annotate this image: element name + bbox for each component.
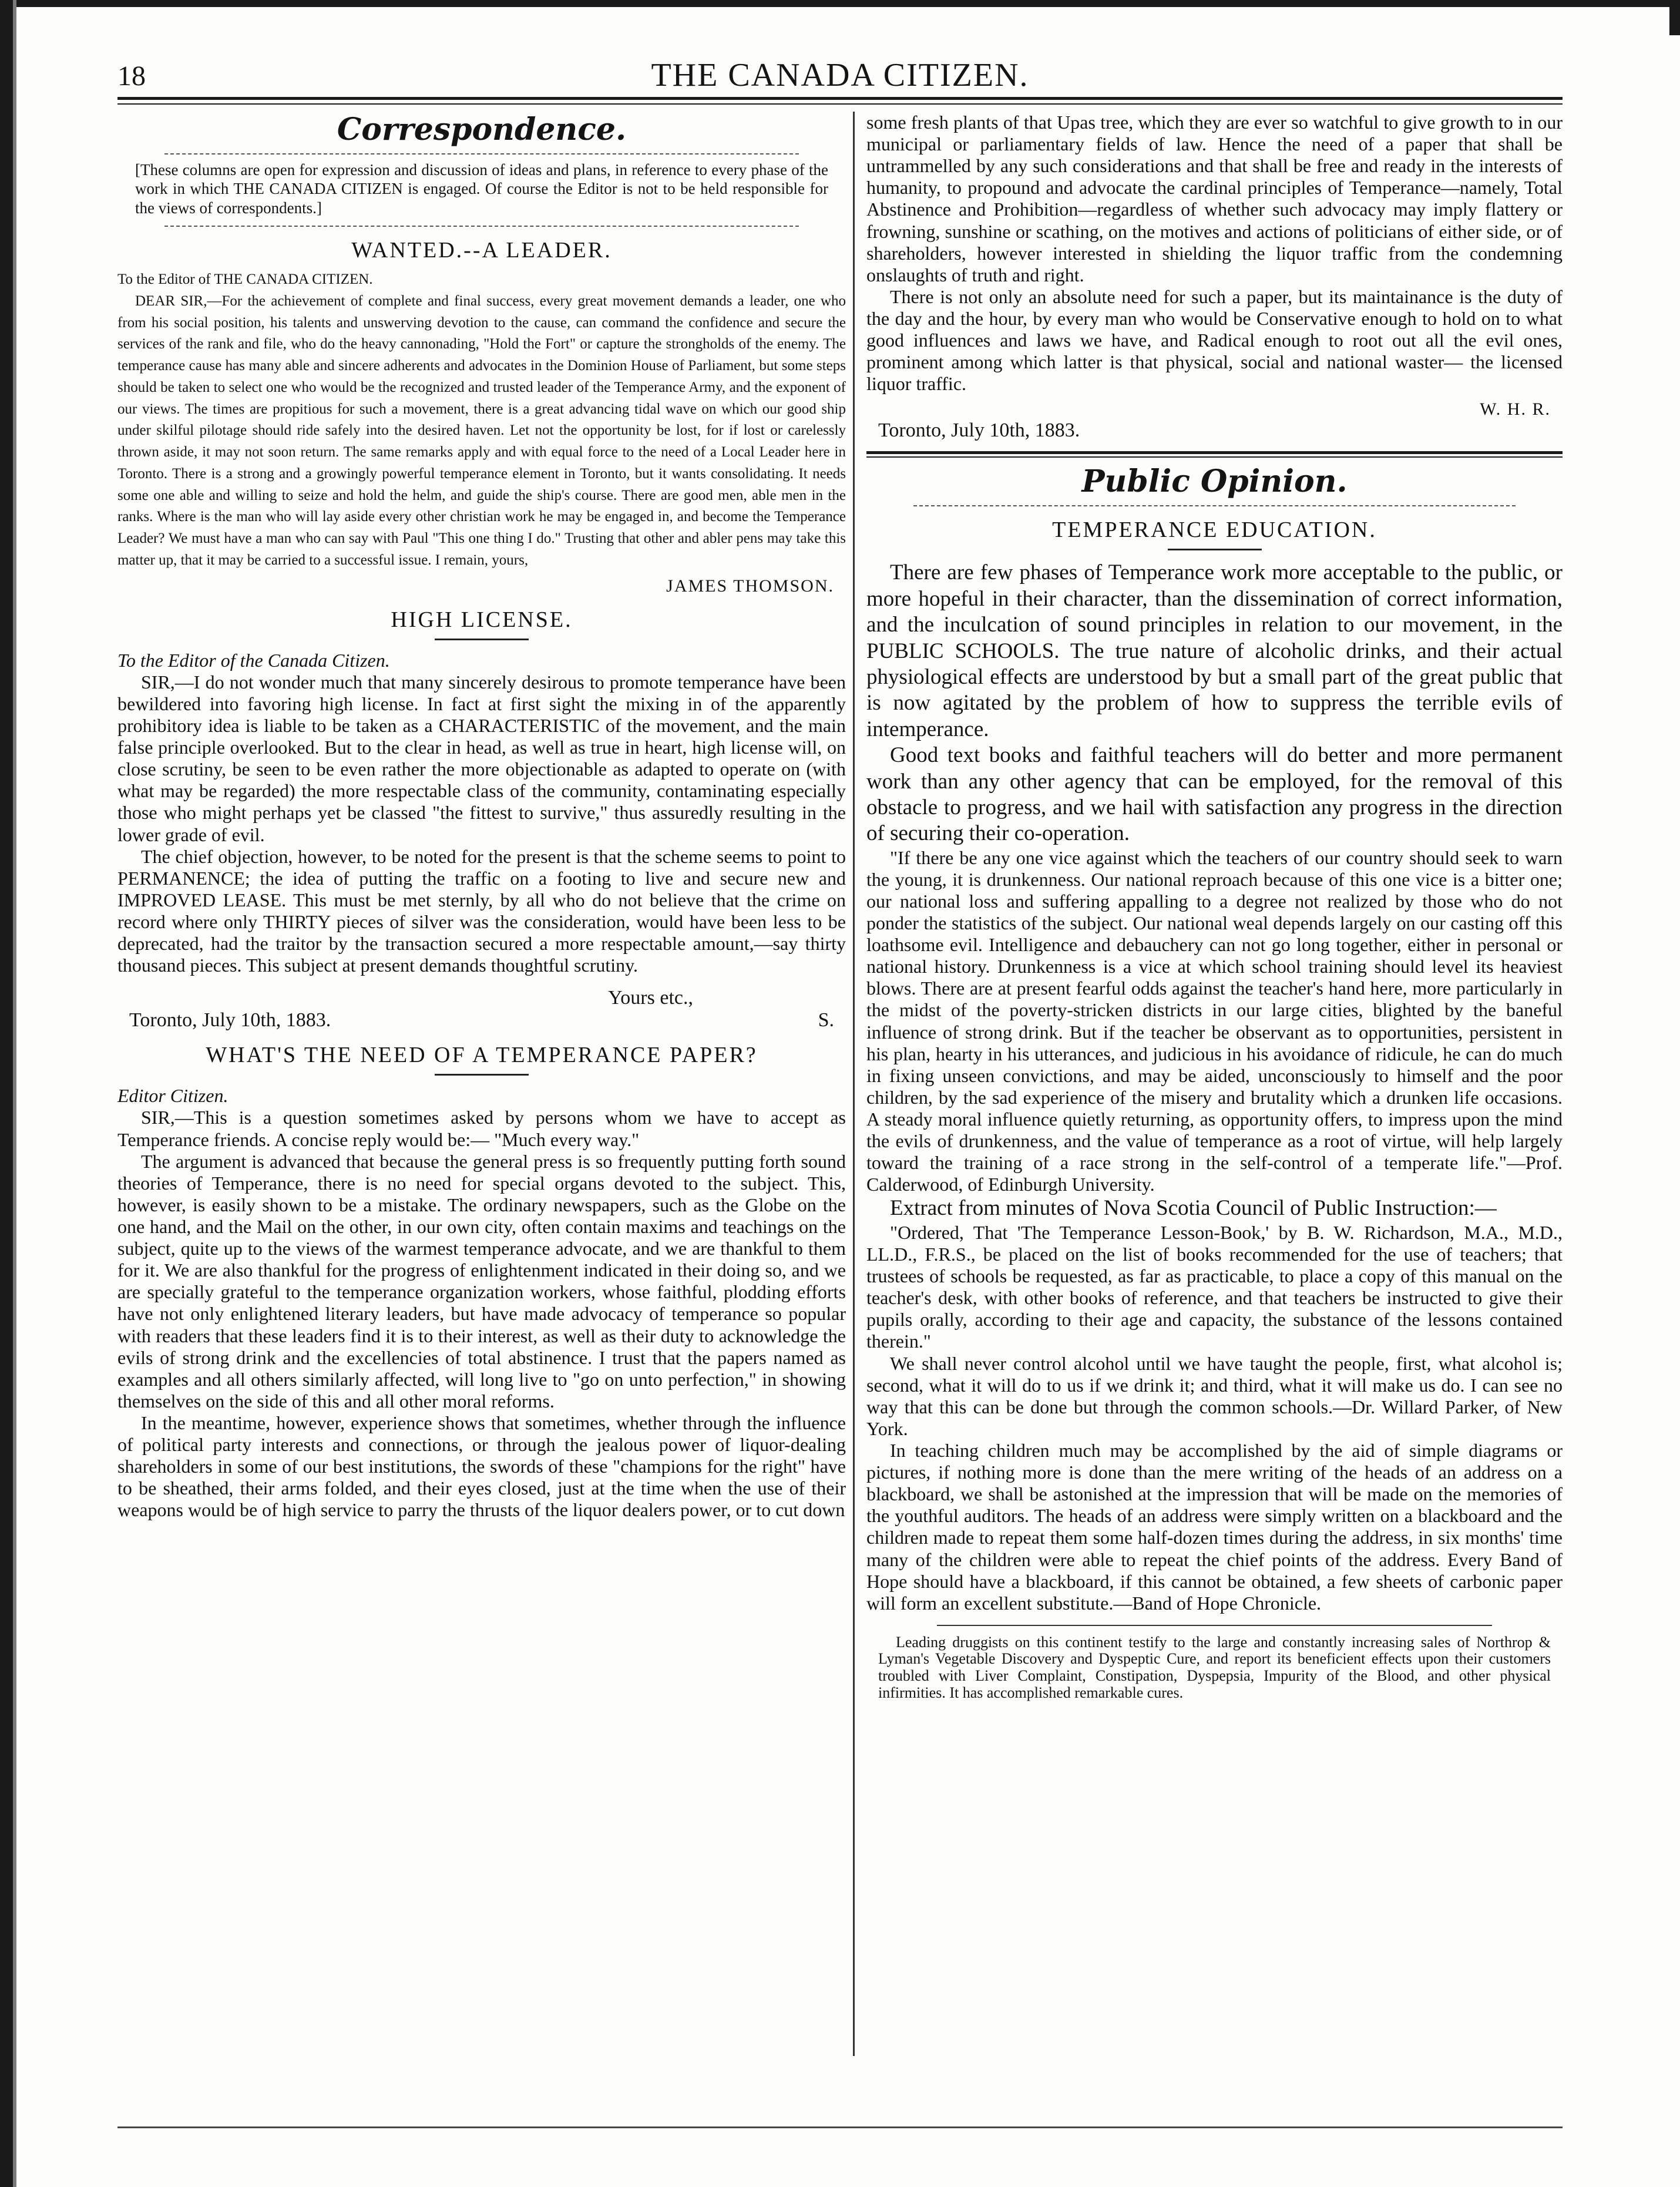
column-divider [853,112,855,2056]
article-paragraph: We shall never control alcohol until we have taught the people, first, what alcohol is; second, what it will do to us if we drink it; and third, what it will make us do. I can see no way that this can be done but through the common schools.—Dr. Willard Parker, of New York. [866,1352,1563,1439]
article-paragraph: SIR,—I do not wonder much that many sincerely desirous to promote temperance have been bewildered into favoring high license. In fact at first sight the mixing in of the apparently prohibitory idea is liable to be taken as a CHARACTERISTIC of the movement, and the main false principle overlooked. But to the clear in head, as well as true in heart, high license will, on close scrutiny, be seen to be even rather the more objectionable as adapted to operate on (with what may be regarded) the more respectable class of the community, contaminating especially those who might perhaps yet be classed "the fittest to survive," thus assuredly resulting in the lower grade of evil. [117,671,846,845]
section-rule-thin [866,456,1563,458]
section-rule [866,451,1563,454]
masthead: THE CANADA CITIZEN. [651,57,1029,93]
editor-note: [These columns are open for expression and discussion of ideas and plans, in reference to every phase of the work in which THE CANADA CITIZEN is engaged. Of course the Editor is not to be held responsible for the views of correspondents.] [135,161,828,217]
dash-rule [913,505,1516,506]
article-quote: "If there be any one vice against which the teachers of our country should seek to warn the young, it is drunkenness. Our national reproach because of this one vice is a bitter one; our national loss and suffering appalling to a degree not realized by those who do not ponder the statistics of the subject. Our national weal depends largely on our casting off this loathsome evil. Intelligence and debauchery can not go long together, either in personal or national history. Drunkenness is a vice at which school training should level its heaviest blows. There are at present fearful odds against the teacher's hand here, more particularly in the midst of the poverty-stricken districts in our large cities, blighted by the baneful influence of strong drink. But if the teacher be observant as to opportunities, persistent in his plan, hearty in his utterances, and judicious in his avoidance of ridicule, he can do much in fixing unseen convictions, and may be aided, unconsciously to himself and the poor children, by the sad experience of the misery and brutality which a drunken life occasions. A steady moral influence quietly returning, as opportunity offers, to impress upon the mind the evils of drunkenness, and the value of temperance as a root of virtue, will help largely toward the training of a race strong in the self-control of a temperate life."—Prof. Calderwood, of Edinburgh University. [866,846,1563,1195]
place-date: Toronto, July 10th, 1883. [878,419,1080,442]
scan-edge-left-shadow [13,0,16,2187]
article-paragraph: In the meantime, however, experience shows that sometimes, whether through the influence of political party interests and connections, or through the jealous power of liquor-dealing shareholders in some of our best institutions, the swords of these "champions for the right" have to be sheathed, their arms folded, and their eyes closed, just at the time when the use of their weapons would be of high service to parry the thrusts of the liquor dealers power, or to cut down [117,1412,846,1521]
scan-edge-top [0,0,1680,7]
article-title-temperance-education: TEMPERANCE EDUCATION. [1052,518,1377,543]
signoff-line [878,419,1551,442]
article-paragraph: There are few phases of Temperance work more acceptable to the public, or more hopeful in their character, than the dissemination of correct information, and the inculcation of sound principles in relation to our movement, in the PUBLIC SCHOOLS. The true nature of alcoholic drinks, and their actual physiological effects are understood by but a small part of the great public that is now agitated by the problem of how to suppress the terrible evils of intemperance. [866,560,1563,741]
article-paragraph: The chief objection, however, to be noted for the present is that the scheme seems to point to PERMANENCE; the idea of putting the traffic on a footing to live and secure new and IMPROVED LEASE. This must be met sternly, by all who do not believe that the crime on record where only THIRTY pieces of silver was the consideration, would have been less to be deprecated, had the traitor by the transaction secured a more respectable amount,—say thirty thousand pieces. This subject at present demands thoughtful scrutiny. [117,845,846,976]
section-heading-public-opinion: Public Opinion. [1081,463,1348,500]
short-rule [1168,549,1262,550]
signature-james-thomson: JAMES THOMSON. [666,576,834,596]
signoff-line [129,1009,834,1032]
scan-edge-right [1669,0,1680,35]
header-rule [117,97,1563,100]
page-header [117,56,1563,98]
signature-whr: W. H. R. [1480,399,1551,419]
scan-edge-left [0,0,13,2187]
article-paragraph: The argument is advanced that because the general press is so frequently putting forth sound theories of Temperance, there is no need for special organs devoted to the subject. This, however, is easily shown to be a mistake. The ordinary newspapers, such as the Globe on the one hand, and the Mail on the other, in our own city, often contain maxims and teachings on the subject, quite up to the views of the warmest temperance advocate, and we are thankful to them for it. We are also thankful for the progress of enlightenment indicated in their doing so, and we are specially grateful to the temperance organization workers, whose faithful, plodding efforts have not only enlightened literary leaders, but have made advocacy of temperance so popular with readers that these leaders find it is to their interest, as well as their duty to acknowledge the evils of strong drink and the excellencies of total abstinence. I trust that the papers named as examples and all others similarly affected, will long live to "go on unto perfection," in showing themselves on the side of this and all other moral reforms. [117,1150,846,1412]
short-rule [435,639,529,640]
signature-initial: S. [818,1009,834,1032]
left-column [117,112,846,1521]
advertisement: Leading druggists on this continent testify to the large and constantly increasing sales of Northrop & Lyman's Vegetable Discovery and Dyspeptic Cure, and report its beneficient effects upon their customers troubled with Liver Complaint, Constipation, Dyspepsia, Impurity of the Blood, and other physical infirmities. It has accomplished remarkable cures. [878,1633,1551,1701]
closing-yours: Yours etc., [608,987,693,1009]
article-salutation: To the Editor of the Canada Citizen. [117,649,390,671]
section-heading-correspondence: Correspondence. [337,112,627,147]
article-paragraph: In teaching children much may be accomplished by the aid of simple diagrams or pictures, if nothing more is done than the mere writing of the heads of an address on a blackboard, we shall be astonished at the impression that will be made on the memories of the youthful auditors. The heads of an address were simply written on a blackboard and the children made to repeat them some half-dozen times during the address, in six months' time many of the children were able to repeat the chief points of the address. Every Band of Hope should have a blackboard, if this cannot be obtained, a few sheets of carbonic paper will form an excellent substitute.—Band of Hope Chronicle. [866,1439,1563,1614]
dash-rule [164,153,799,154]
article-paragraph-continued: some fresh plants of that Upas tree, which they are ever so watchful to give growth to in our municipal or parliamentary fields of law. Hence the need of a paper that shall be untrammelled by any such considerations and that shall be free and ready in the interests of humanity, to propound and advocate the cardinal principles of Temperance—namely, Total Abstinence and Prohibition—regardless of whether such advocacy may imply flattery or frowning, sunshine or scathing, on the motives and actions of politicians of either side, or of shareholders, however interested in shielding the liquor traffic from the condemning onslaughts of truth and right. [866,112,1563,285]
page-bottom-rule [117,2126,1563,2128]
advert-rule [937,1625,1492,1626]
place-date: Toronto, July 10th, 1883. [129,1009,331,1032]
article-title-wanted: WANTED.--A LEADER. [351,238,612,263]
article-paragraph: SIR,—This is a question sometimes asked by persons whom we have to accept as Temperance friends. A concise reply would be:— "Much every way." [117,1107,846,1150]
article-title-high-license: HIGH LICENSE. [391,607,573,632]
article-title-temperance-paper: WHAT'S THE NEED OF A TEMPERANCE PAPER? [206,1043,758,1068]
header-rule-thin [117,103,1563,105]
article-paragraph: Good text books and faithful teachers will do better and more permanent work than any other agency that can be employed, for the removal of this obstacle to progress, and we hail with satisfaction any progress in the direction of securing their co-operation. [866,743,1563,846]
article-body-wanted: DEAR SIR,—For the achievement of complete and final success, every great movement demands a leader, one who from his social position, his talents and unswerving devotion to the cause, can command the confidence and secure the services of the rank and file, who do the heavy cannonading, "Hold the Fort" or capture the strongholds of the enemy. The temperance cause has many able and sincere adherents and advocates in the Dominion House of Parliament, but some steps should be taken to select one who would be the recognized and trusted leader of the Temperance Army, and the exponent of our views. The times are propitious for such a movement, there is a great advancing tidal wave on which our good ship under skilful pilotage should ride safely into the desired haven. Let not the opportunity be lost, for if lost or carelessly thrown aside, it may not soon return. The same remarks apply and with equal force to the need of a Local Leader here in Toronto. There is a strong and a growingly powerful temperance element in Toronto, but it wants consolidating. It needs some one able and willing to seize and hold the helm, and guide the ship's course. There are good men, able men in the ranks. Where is the man who will lay aside every other christian work he may be engaged in, and become the Temperance Leader? We must have a man who can say with Paul "This one thing I do." Trusting that other and abler pens may take this matter up, that it may be carried to a successful issue. I remain, yours, [117,293,846,568]
short-rule [435,1074,529,1076]
article-paragraph: There is not only an absolute need for such a paper, but its maintainance is the duty of the day and the hour, by every man who would be Conservative enough to hold on to what good influences and laws we have, and Radical enough to root out all the evil ones, prominent among which latter is that physical, social and national waster— the licensed liquor traffic. [866,285,1563,395]
article-paragraph: Extract from minutes of Nova Scotia Council of Public Instruction:— [890,1196,1497,1221]
dash-rule [164,226,799,227]
page-number: 18 [117,61,146,92]
article-quote: "Ordered, That 'The Temperance Lesson-Book,' by B. W. Richardson, M.A., M.D., LL.D., F.R.S., be placed on the list of books recommended for the use of teachers; that trustees of schools be requested, as far as practicable, to place a copy of this manual on the teacher's desk, with other books of reference, and that teachers be instructed to give their pupils orally, according to their age and capacity, the substance of the lessons contained therein." [866,1221,1563,1352]
article-salutation: To the Editor of THE CANADA CITIZEN. [117,271,373,288]
right-column [866,112,1563,1701]
article-salutation: Editor Citizen. [117,1085,229,1107]
